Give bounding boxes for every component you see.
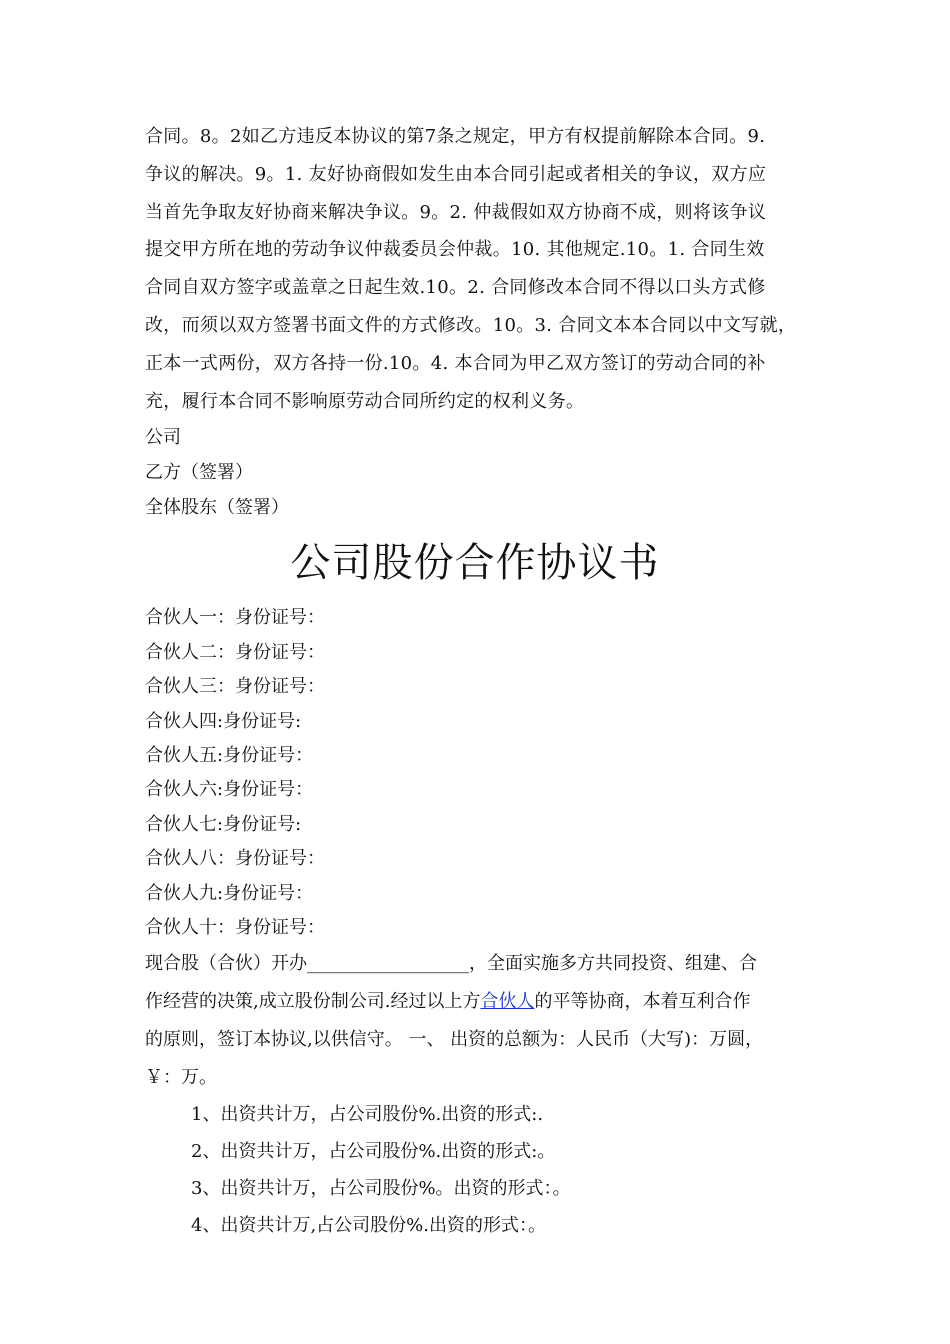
intro-text: 的平等协商，本着互利合作 xyxy=(534,991,751,1013)
partner-item: 合伙人九:身份证号： xyxy=(145,882,314,904)
contribution-item: 1、出资共计万，占公司股份%.出资的形式:. xyxy=(191,1104,544,1126)
partner-item: 合伙人三：身份证号： xyxy=(145,676,325,698)
partner-item: 合伙人四:身份证号: xyxy=(145,710,302,732)
contribution-list xyxy=(145,1096,825,1244)
partner-item: 合伙人一：身份证号： xyxy=(145,607,325,629)
partner-item: 合伙人五:身份证号： xyxy=(145,744,314,766)
contribution-item: 3、出资共计万，占公司股份%。出资的形式：。 xyxy=(191,1178,571,1200)
intro-line xyxy=(145,983,825,1021)
partner-item: 合伙人七:身份证号: xyxy=(145,813,302,835)
signature-company: 公司 xyxy=(145,427,181,449)
partner-item: 合伙人十：身份证号： xyxy=(145,916,325,938)
document-title: 公司股份合作协议书 xyxy=(290,540,660,587)
paragraph-line: 改，而须以双方签署书面文件的方式修改。10。3. 合同文本本合同以中文写就， xyxy=(145,314,797,336)
paragraph-line: 合同自双方签字或盖章之日起生效.10。2. 合同修改本合同不得以口头方式修 xyxy=(145,277,766,299)
intro-paragraph xyxy=(145,945,825,1096)
partner-list xyxy=(145,601,825,945)
intro-line: 的原则，签订本协议,以供信守。 一、 出资的总额为：人民币（大写)：万圆， xyxy=(145,1028,764,1050)
intro-line: 现合股（合伙）开办__________________，全面实施多方共同投资、组建、合 xyxy=(145,953,757,975)
paragraph-line: 争议的解决。9。1. 友好协商假如发生由本合同引起或者相关的争议，双方应 xyxy=(145,163,767,185)
signature-block xyxy=(145,420,825,525)
paragraph-line: 充，履行本合同不影响原劳动合同所约定的权利义务。 xyxy=(145,390,585,412)
paragraph-line: 当首先争取友好协商来解决争议。9。2. 仲裁假如双方协商不成，则将该争议 xyxy=(145,201,767,223)
partner-item: 合伙人六:身份证号： xyxy=(145,779,314,801)
signature-shareholders: 全体股东（签署） xyxy=(145,497,289,519)
partner-item: 合伙人二：身份证号： xyxy=(145,641,325,663)
paragraph-line: 合同。8。2如乙方违反本协议的第7条之规定，甲方有权提前解除本合同。9. xyxy=(145,126,766,147)
intro-text: 作经营的决策,成立股份制公司.经过以上方 xyxy=(145,991,481,1013)
signature-party-b: 乙方（签署） xyxy=(145,462,253,484)
contribution-item: 2、出资共计万，占公司股份%.出资的形式:。 xyxy=(191,1141,556,1163)
partner-link[interactable]: 合伙人 xyxy=(480,991,535,1013)
contribution-item: 4、出资共计万,占公司股份%.出资的形式：。 xyxy=(191,1215,546,1237)
contract-tail-paragraph xyxy=(145,118,825,420)
paragraph-line: 提交甲方所在地的劳动争议仲裁委员会仲裁。10. 其他规定.10。1. 合同生效 xyxy=(145,239,765,261)
partner-item: 合伙人八：身份证号： xyxy=(145,848,325,870)
document-body xyxy=(145,118,825,1244)
intro-line: ￥：万。 xyxy=(145,1066,217,1088)
paragraph-line: 正本一式两份，双方各持一份.10。4. 本合同为甲乙双方签订的劳动合同的补 xyxy=(145,352,766,374)
